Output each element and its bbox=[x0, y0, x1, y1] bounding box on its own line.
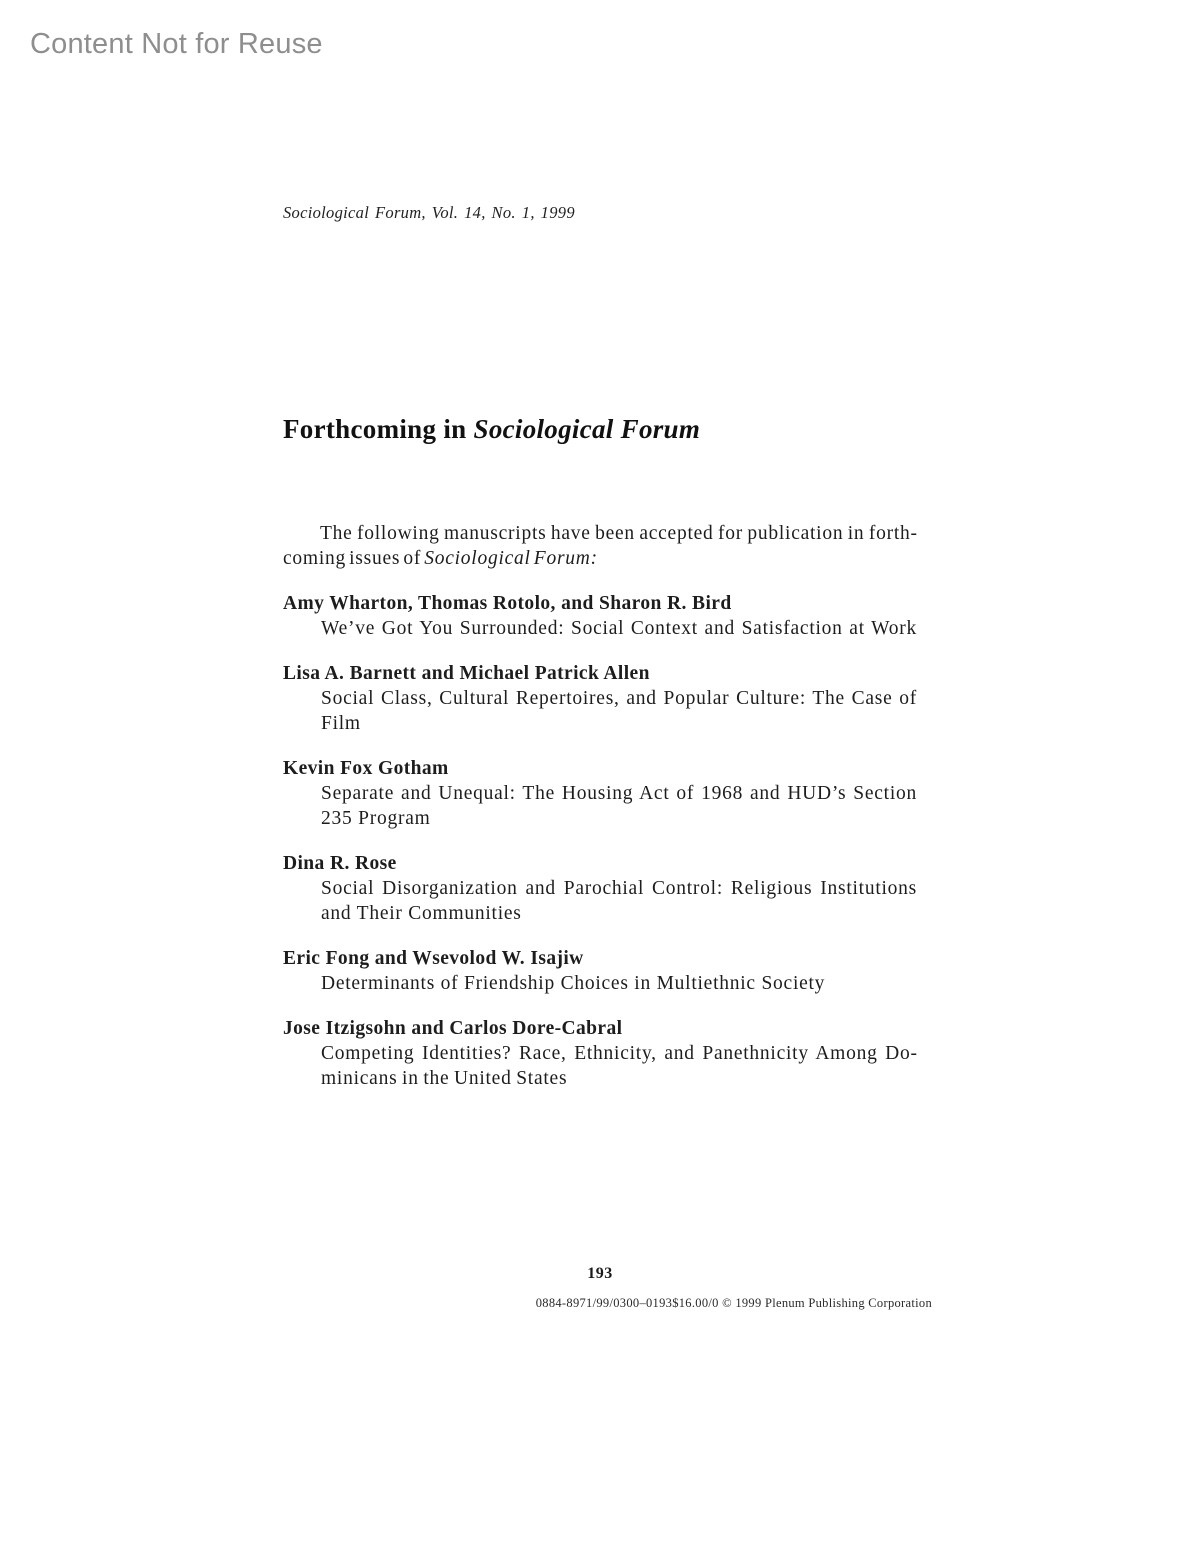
journal-citation: Sociological Forum, Vol. 14, No. 1, 1999 bbox=[283, 203, 575, 222]
page-number: 193 bbox=[587, 1265, 613, 1282]
copyright-line: 0884-8971/99/0300–0193$16.00/0 © 1999 Plenum Publishing Corporation bbox=[535, 1296, 932, 1310]
page-title-prefix: Forthcoming in bbox=[283, 414, 474, 444]
intro-journal-name: Sociological Forum: bbox=[424, 548, 598, 569]
intro-text: The following manuscripts have been accepted for publication in forthcoming issues of bbox=[283, 523, 917, 569]
entry-title: We’ve Got You Surrounded: Social Context and Satisfaction at Work bbox=[321, 618, 917, 639]
entry-authors: Eric Fong and Wsevolod W. Isajiw bbox=[283, 948, 584, 969]
entry-title: Social Disorganization and Parochial Control: Religious Institutions and Their Communities bbox=[321, 878, 917, 924]
manuscript-entry bbox=[283, 946, 917, 996]
entry-authors: Amy Wharton, Thomas Rotolo, and Sharon R. Bird bbox=[283, 593, 732, 614]
manuscript-entry bbox=[283, 661, 917, 736]
entry-title: Separate and Unequal: The Housing Act of 1968 and HUD’s Section 235 Program bbox=[321, 783, 917, 829]
page-title-journal-name: Sociological Forum bbox=[473, 414, 701, 444]
entry-title: Determinants of Friendship Choices in Multiethnic Society bbox=[321, 973, 826, 994]
manuscript-entry bbox=[283, 1016, 917, 1091]
manuscript-entry bbox=[283, 851, 917, 926]
entry-authors: Lisa A. Barnett and Michael Patrick Allen bbox=[283, 663, 650, 684]
manuscript-entry bbox=[283, 756, 917, 831]
page-title bbox=[283, 414, 700, 445]
entry-authors: Dina R. Rose bbox=[283, 853, 397, 874]
entry-authors: Jose Itzigsohn and Carlos Dore-Cabral bbox=[283, 1018, 623, 1039]
manuscript-list bbox=[283, 591, 917, 1111]
entry-title: Social Class, Cultural Repertoires, and Popular Culture: The Case of Film bbox=[321, 688, 917, 734]
intro-paragraph bbox=[283, 521, 917, 571]
entry-authors: Kevin Fox Gotham bbox=[283, 758, 449, 779]
entry-title: Competing Identities? Race, Ethnicity, and Panethnicity Among Dominicans in the United States bbox=[321, 1043, 917, 1089]
watermark: Content Not for Reuse bbox=[30, 28, 323, 60]
manuscript-entry bbox=[283, 591, 917, 641]
